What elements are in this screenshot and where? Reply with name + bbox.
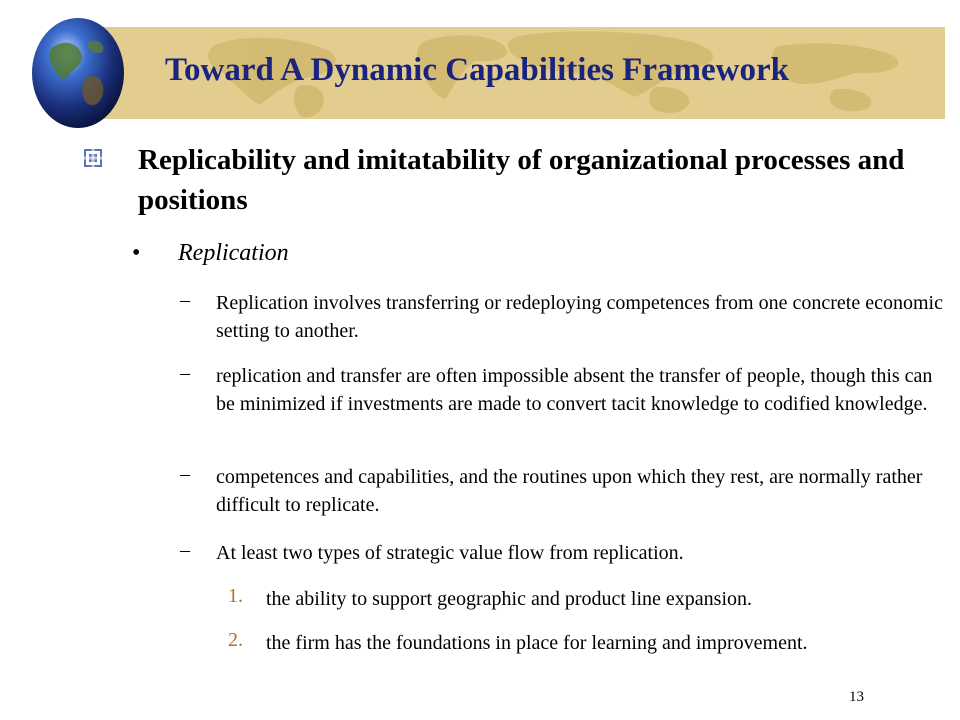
slide-title: Toward A Dynamic Capabilities Framework	[165, 52, 789, 88]
item-dash: –	[180, 289, 190, 311]
list-item: At least two types of strategic value flow from replication.	[216, 542, 684, 564]
level1-bullet: •	[132, 240, 141, 266]
slide-heading: Replicability and imitatability of organizational processes and positions	[138, 144, 905, 216]
item-dash: –	[180, 463, 190, 485]
list-item: replication and transfer are often impossible absent the transfer of people, though this can be minimized if investments are made to convert tacit knowledge to codified knowledge.	[216, 365, 933, 415]
item-number: 2.	[228, 629, 243, 651]
item-dash: –	[180, 539, 190, 561]
list-item: competences and capabilities, and the routines upon which they rest, are normally rather difficult to replicate.	[216, 466, 923, 516]
numbered-item: the firm has the foundations in place for learning and improvement.	[266, 632, 808, 654]
item-number: 1.	[228, 585, 243, 607]
numbered-item: the ability to support geographic and product line expansion.	[266, 588, 752, 610]
subsection-title: Replication	[178, 240, 289, 266]
heading-bullet-icon	[84, 149, 102, 167]
list-item: Replication involves transferring or redeploying competences from one concrete economic setting to another.	[216, 292, 943, 342]
page-number: 13	[849, 689, 864, 705]
globe-icon	[31, 17, 125, 129]
item-dash: –	[180, 362, 190, 384]
